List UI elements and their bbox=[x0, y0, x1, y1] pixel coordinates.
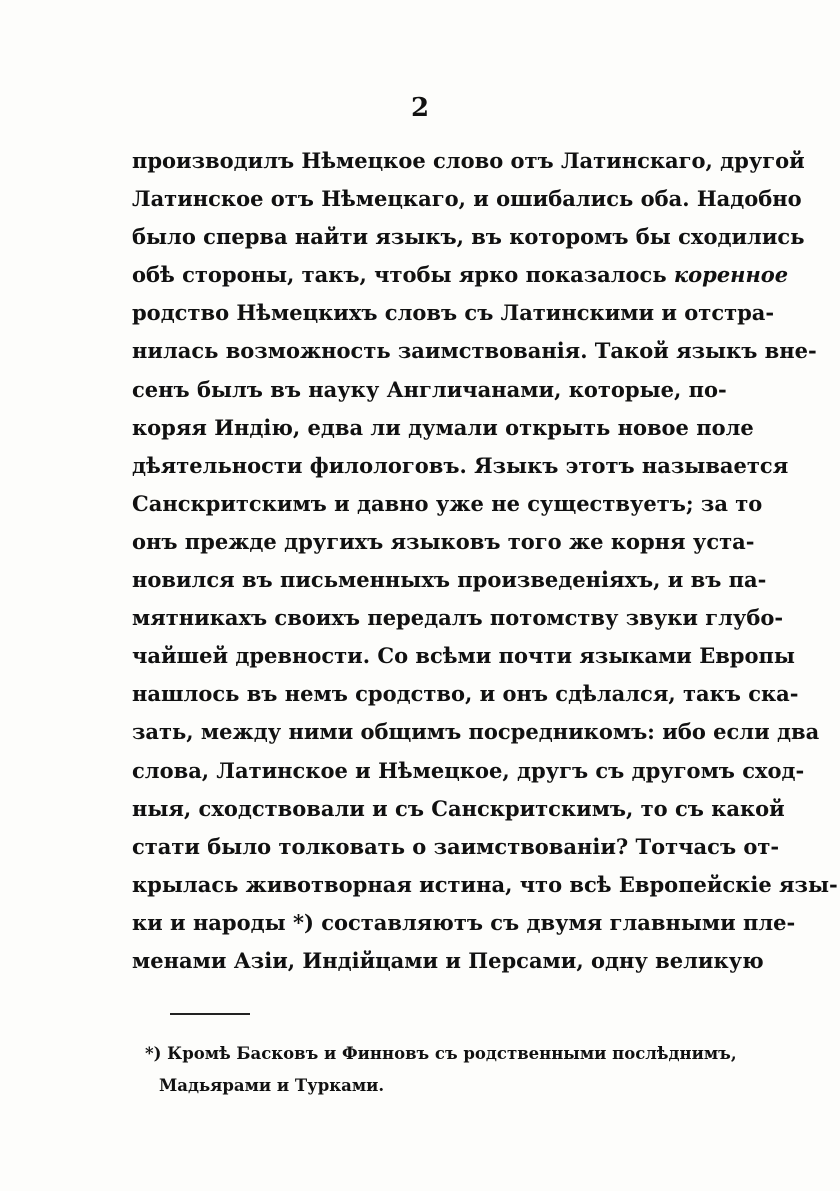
text-line: новился въ письменныхъ произведеніяхъ, и въ па- bbox=[132, 567, 767, 593]
footnote-line: Мадьярами и Турками. bbox=[159, 1076, 385, 1095]
text-line: Санскритскимъ и давно уже не существуетъ; за то bbox=[132, 490, 763, 516]
text-line: онъ прежде другихъ языковъ того же корня уста- bbox=[132, 528, 755, 554]
text-line: слова, Латинское и Нѣмецкое, другъ съ другомъ сход- bbox=[132, 757, 805, 783]
italic-word: коренное bbox=[673, 262, 789, 288]
body-text bbox=[132, 142, 838, 980]
text-line-start: обѣ стороны, такъ, чтобы ярко показалось bbox=[132, 262, 667, 288]
text-line: сенъ былъ въ науку Англичанами, которые, по- bbox=[132, 376, 727, 402]
text-line: ки и народы *) составляютъ съ двумя главными пле- bbox=[132, 909, 796, 935]
text-line: нашлось въ немъ сродство, и онъ сдѣлался, такъ ска- bbox=[132, 681, 799, 707]
text-line: производилъ Нѣмецкое слово отъ Латинскаго, другой bbox=[132, 148, 805, 173]
text-line: чайшей древности. Со всѣми почти языками Европы bbox=[132, 643, 795, 669]
footnote-separator bbox=[170, 1013, 250, 1015]
text-line: зать, между ними общимъ посредникомъ: ибо если два bbox=[132, 719, 820, 745]
footnote bbox=[145, 1038, 737, 1102]
footnote-line: *) Кромѣ Басковъ и Финновъ съ родственными послѣднимъ, bbox=[145, 1044, 737, 1063]
text-line: ныя, сходствовали и съ Санскритскимъ, то съ какой bbox=[132, 795, 785, 821]
text-line: нилась возможность заимствованія. Такой языкъ вне- bbox=[132, 338, 817, 364]
text-line: родство Нѣмецкихъ словъ съ Латинскими и отстра- bbox=[132, 300, 775, 326]
text-line: коряя Индію, едва ли думали открыть новое поле bbox=[132, 414, 754, 440]
text-line: менами Азіи, Индійцами и Персами, одну великую bbox=[132, 947, 764, 973]
text-line: мятникахъ своихъ передалъ потомству звуки глубо- bbox=[132, 605, 784, 631]
text-line: стати было толковать о заимствованіи? Тотчасъ от- bbox=[132, 833, 780, 859]
text-line: крылась животворная истина, что всѣ Европейскіе язы- bbox=[132, 871, 838, 897]
text-line: было сперва найти языкъ, въ которомъ бы сходились bbox=[132, 224, 805, 250]
page-number: 2 bbox=[410, 93, 430, 123]
text-line: дѣятельности филологовъ. Языкъ этотъ называется bbox=[132, 452, 789, 478]
text-line: Латинское отъ Нѣмецкаго, и ошибались оба. Надобно bbox=[132, 186, 802, 212]
text-line-with-italic bbox=[132, 256, 789, 294]
